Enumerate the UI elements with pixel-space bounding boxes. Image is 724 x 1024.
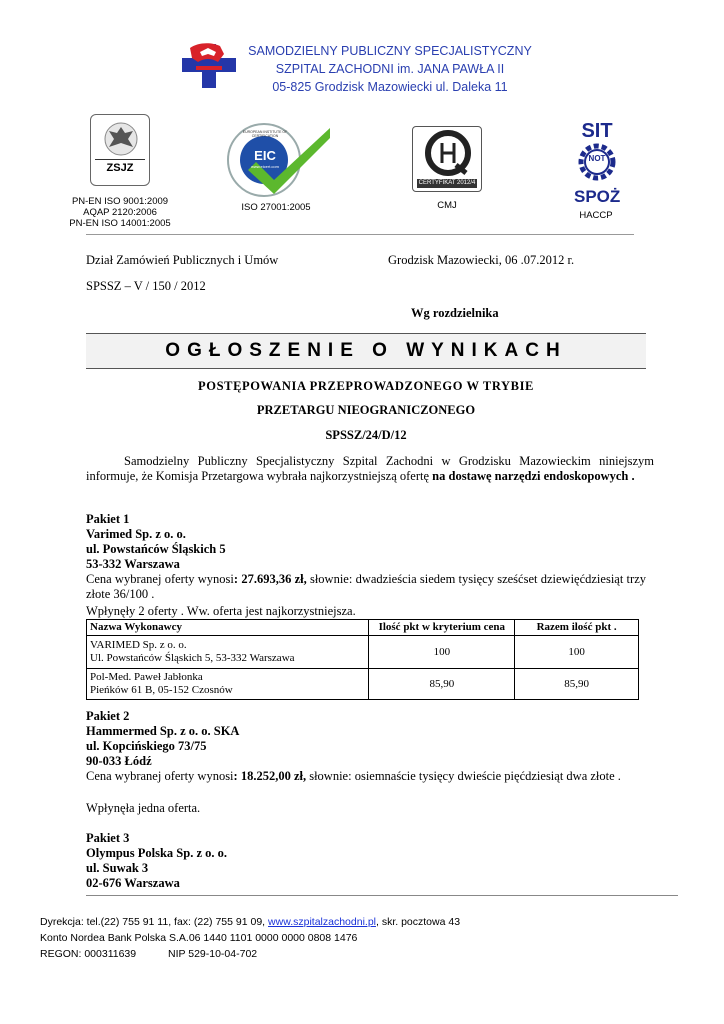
table-header-row xyxy=(87,620,639,636)
subtitle-line-1: POSTĘPOWANIA PRZEPROWADZONEGO W TRYBIE xyxy=(198,379,534,393)
eagle-icon xyxy=(103,121,139,157)
department: Dział Zamówień Publicznych i Umów xyxy=(86,253,279,267)
footer-regon: REGON: 000311639 xyxy=(40,948,137,960)
pakiet1-company: Varimed Sp. z o. o. xyxy=(86,527,186,541)
contractor-cell: VARIMED Sp. z o. o. Ul. Powstańców Śląskich 5, 53-332 Warszawa xyxy=(87,636,369,669)
eic-mark: EIC xyxy=(254,148,276,163)
column-header: Nazwa Wykonawcy xyxy=(87,620,369,636)
eic-caption: ISO 27001:2005 xyxy=(241,202,311,213)
sit-not-spoz-logo: SIT NOT SPOŻ xyxy=(574,120,621,206)
header-line-1: SAMODZIELNY PUBLICZNY SPECJALISTYCZNY xyxy=(248,44,532,58)
eic-ring-text: EUROPEAN INSTITUTE OF CERTIFICATION xyxy=(242,130,288,138)
column-header: Razem ilość pkt . xyxy=(515,620,639,636)
pakiet2-street: ul. Kopcińskiego 73/75 xyxy=(86,739,207,753)
reference-number: SPSSZ – V / 150 / 2012 xyxy=(86,279,206,293)
price-points-cell: 100 xyxy=(369,636,515,669)
header-line-3: 05-825 Grodzisk Mazowiecki ul. Daleka 11 xyxy=(272,80,508,94)
haccp-caption: HACCP xyxy=(579,210,613,221)
pakiet3-street: ul. Suwak 3 xyxy=(86,861,149,875)
footer-contact: Dyrekcja: tel.(22) 755 91 11, fax: (22) 755 91 09, www.szpitalzachodni.pl, skr. pocztowa 43 xyxy=(40,916,461,928)
header-divider xyxy=(86,234,634,235)
pakiet1-street: ul. Powstańców Śląskich 5 xyxy=(86,542,226,556)
zsjz-mark: ZSJZ xyxy=(106,162,134,174)
eic-website: www.eicert.com xyxy=(250,164,279,169)
subtitle-line-3: SPSSZ/24/D/12 xyxy=(325,428,407,442)
table-row xyxy=(87,636,639,669)
table-row xyxy=(87,669,639,700)
zsjz-cert-logo xyxy=(90,114,150,186)
intro-paragraph: Samodzielny Publiczny Specjalistyczny Szpital Zachodni w Grodzisku Mazowieckim niniejszym informuje, że Komisja Przetargowa wybrała najkorzystniejszą ofertę na dostawę narzędzi endoskopowych . xyxy=(86,454,654,483)
pakiet3-title: Pakiet 3 xyxy=(86,831,130,845)
pakiet2-price: Cena wybranej oferty wynosi: 18.252,00 zł, słownie: osiemnaście tysięcy dwieście pięćdziesiąt dwa złote . xyxy=(86,769,621,783)
place-date: Grodzisk Mazowiecki, 06 .07.2012 r. xyxy=(388,253,575,267)
cmj-cert-logo: CERTYFIKAT 2012/4 xyxy=(412,126,482,192)
page-title: OGŁOSZENIE O WYNIKACH xyxy=(86,333,646,369)
hospital-logo xyxy=(178,40,240,92)
results-table xyxy=(86,619,639,700)
total-points-cell: 85,90 xyxy=(515,669,639,700)
subtitle-line-2: PRZETARGU NIEOGRANICZONEGO xyxy=(256,403,476,417)
pakiet2-company: Hammermed Sp. z o. o. SKA xyxy=(86,724,240,738)
price-points-cell: 85,90 xyxy=(369,669,515,700)
pakiet1-city: 53-332 Warszawa xyxy=(86,557,180,571)
pakiet1-price: Cena wybranej oferty wynosi: 27.693,36 zł, słownie: dwadzieścia siedem tysięcy sześćset dziewięćdziesiąt trzy złote 36/100 . xyxy=(86,572,646,601)
pakiet3-city: 02-676 Warszawa xyxy=(86,876,180,890)
website-link[interactable]: www.szpitalzachodni.pl xyxy=(268,916,376,928)
pakiet2-title: Pakiet 2 xyxy=(86,709,130,723)
pakiet1-offers: Wpłynęły 2 oferty . Ww. oferta jest najkorzystniejsza. xyxy=(86,604,356,618)
column-header: Ilość pkt w kryterium cena xyxy=(369,620,515,636)
pakiet2-offers: Wpłynęła jedna oferta. xyxy=(86,801,201,815)
zsjz-caption: PN-EN ISO 9001:2009 AQAP 2120:2006 PN-EN ISO 14001:2005 xyxy=(69,196,171,229)
footer-nip: NIP 529-10-04-702 xyxy=(168,948,258,960)
cmj-caption: CMJ xyxy=(437,200,457,211)
recipient: Wg rozdzielnika xyxy=(411,306,499,320)
footer-bank-account: Konto Nordea Bank Polska S.A.06 1440 1101 0000 0000 0808 1476 xyxy=(40,932,358,944)
pakiet2-city: 90-033 Łódź xyxy=(86,754,152,768)
pakiet1-title: Pakiet 1 xyxy=(86,512,130,526)
header-line-2: SZPITAL ZACHODNI im. JANA PAWŁA II xyxy=(275,62,505,76)
q-mark-icon xyxy=(424,129,472,177)
footer-divider xyxy=(86,895,678,896)
contractor-cell: Pol-Med. Paweł Jabłonka Pieńków 61 B, 05-152 Czosnów xyxy=(87,669,369,700)
pakiet3-company: Olympus Polska Sp. z o. o. xyxy=(86,846,228,860)
total-points-cell: 100 xyxy=(515,636,639,669)
